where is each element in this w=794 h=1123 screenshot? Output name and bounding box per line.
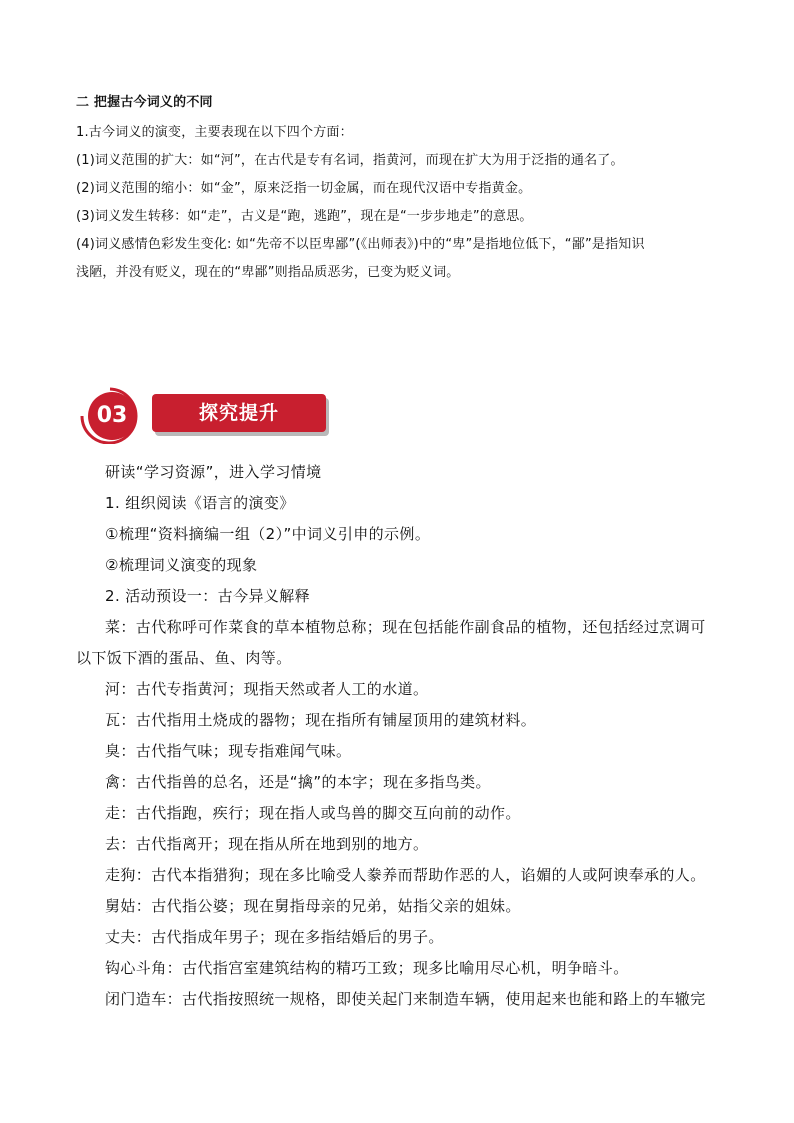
paragraph-line: 瓦：古代指用土烧成的器物；现在指所有铺屋顶用的建筑材料。 <box>105 711 537 729</box>
section-number: 03 <box>96 403 128 428</box>
paragraph-line: 以下饭下酒的蛋品、鱼、肉等。 <box>76 649 292 667</box>
paragraph-line: 舅姑：古代指公婆；现在舅指母亲的兄弟，姑指父亲的姐妹。 <box>105 897 521 915</box>
paragraph-line: ①梳理“资料摘编一组（2）”中词义引申的示例。 <box>105 525 431 543</box>
paragraph-line: (4)词义感情色彩发生变化: 如“先帝不以臣卑鄙”(《出师表》)中的“卑”是指地位低下，“鄙”是指知识 <box>76 237 645 252</box>
paragraph-line: 闭门造车：古代指按照统一规格，即使关起门来制造车辆，使用起来也能和路上的车辙完 <box>105 990 706 1008</box>
paragraph-line: 钩心斗角：古代指宫室建筑结构的精巧工致；现多比喻用尽心机，明争暗斗。 <box>105 959 629 977</box>
paragraph-line: 去：古代指离开；现在指从所在地到别的地方。 <box>105 835 429 853</box>
paragraph-line: (2)词义范围的缩小：如“金”，原来泛指一切金属，而在现代汉语中专指黄金。 <box>76 181 532 196</box>
paragraph-line: 河：古代专指黄河；现指天然或者人工的水道。 <box>105 680 429 698</box>
paragraph-line: 1.古今词义的演变，主要表现在以下四个方面： <box>76 125 353 140</box>
paragraph-line: 禽：古代指兽的总名，还是“擒”的本字；现在多指鸟类。 <box>105 773 491 791</box>
paragraph-line: 研读“学习资源”，进入学习情境 <box>105 463 322 481</box>
paragraph-line: 走狗：古代本指猎狗；现在多比喻受人豢养而帮助作恶的人，谄媚的人或阿谀奉承的人。 <box>105 866 706 884</box>
paragraph-line: (3)词义发生转移：如“走”，古义是“跑，逃跑”，现在是“一步步地走”的意思。 <box>76 209 533 224</box>
paragraph-line: 丈夫：古代指成年男子；现在多指结婚后的男子。 <box>105 928 444 946</box>
paragraph-line: 臭：古代指气味；现专指难闻气味。 <box>105 742 352 760</box>
paragraph-line: 菜：古代称呼可作菜食的草本植物总称；现在包括能作副食品的植物，还包括经过烹调可 <box>105 618 706 636</box>
section-banner <box>76 386 336 446</box>
paragraph-line: 1. 组织阅读《语言的演变》 <box>105 494 295 512</box>
section-2-heading: 二 把握古今词义的不同 <box>76 95 213 110</box>
paragraph-line: ②梳理词义演变的现象 <box>105 556 258 574</box>
section-title: 探究提升 <box>198 402 279 424</box>
paragraph-line: 2. 活动预设一：古今异义解释 <box>105 587 311 605</box>
section-2 <box>76 92 726 287</box>
paragraph-line: (1)词义范围的扩大：如“河”，在古代是专有名词，指黄河，而现在扩大为用于泛指的通名了。 <box>76 153 624 168</box>
section-3-body <box>76 457 726 1015</box>
paragraph-line: 浅陋，并没有贬义，现在的“卑鄙”则指品质恶劣，已变为贬义词。 <box>76 265 460 280</box>
section-title-ribbon <box>152 394 326 432</box>
paragraph-line: 走：古代指跑，疾行；现在指人或鸟兽的脚交互向前的动作。 <box>105 804 521 822</box>
